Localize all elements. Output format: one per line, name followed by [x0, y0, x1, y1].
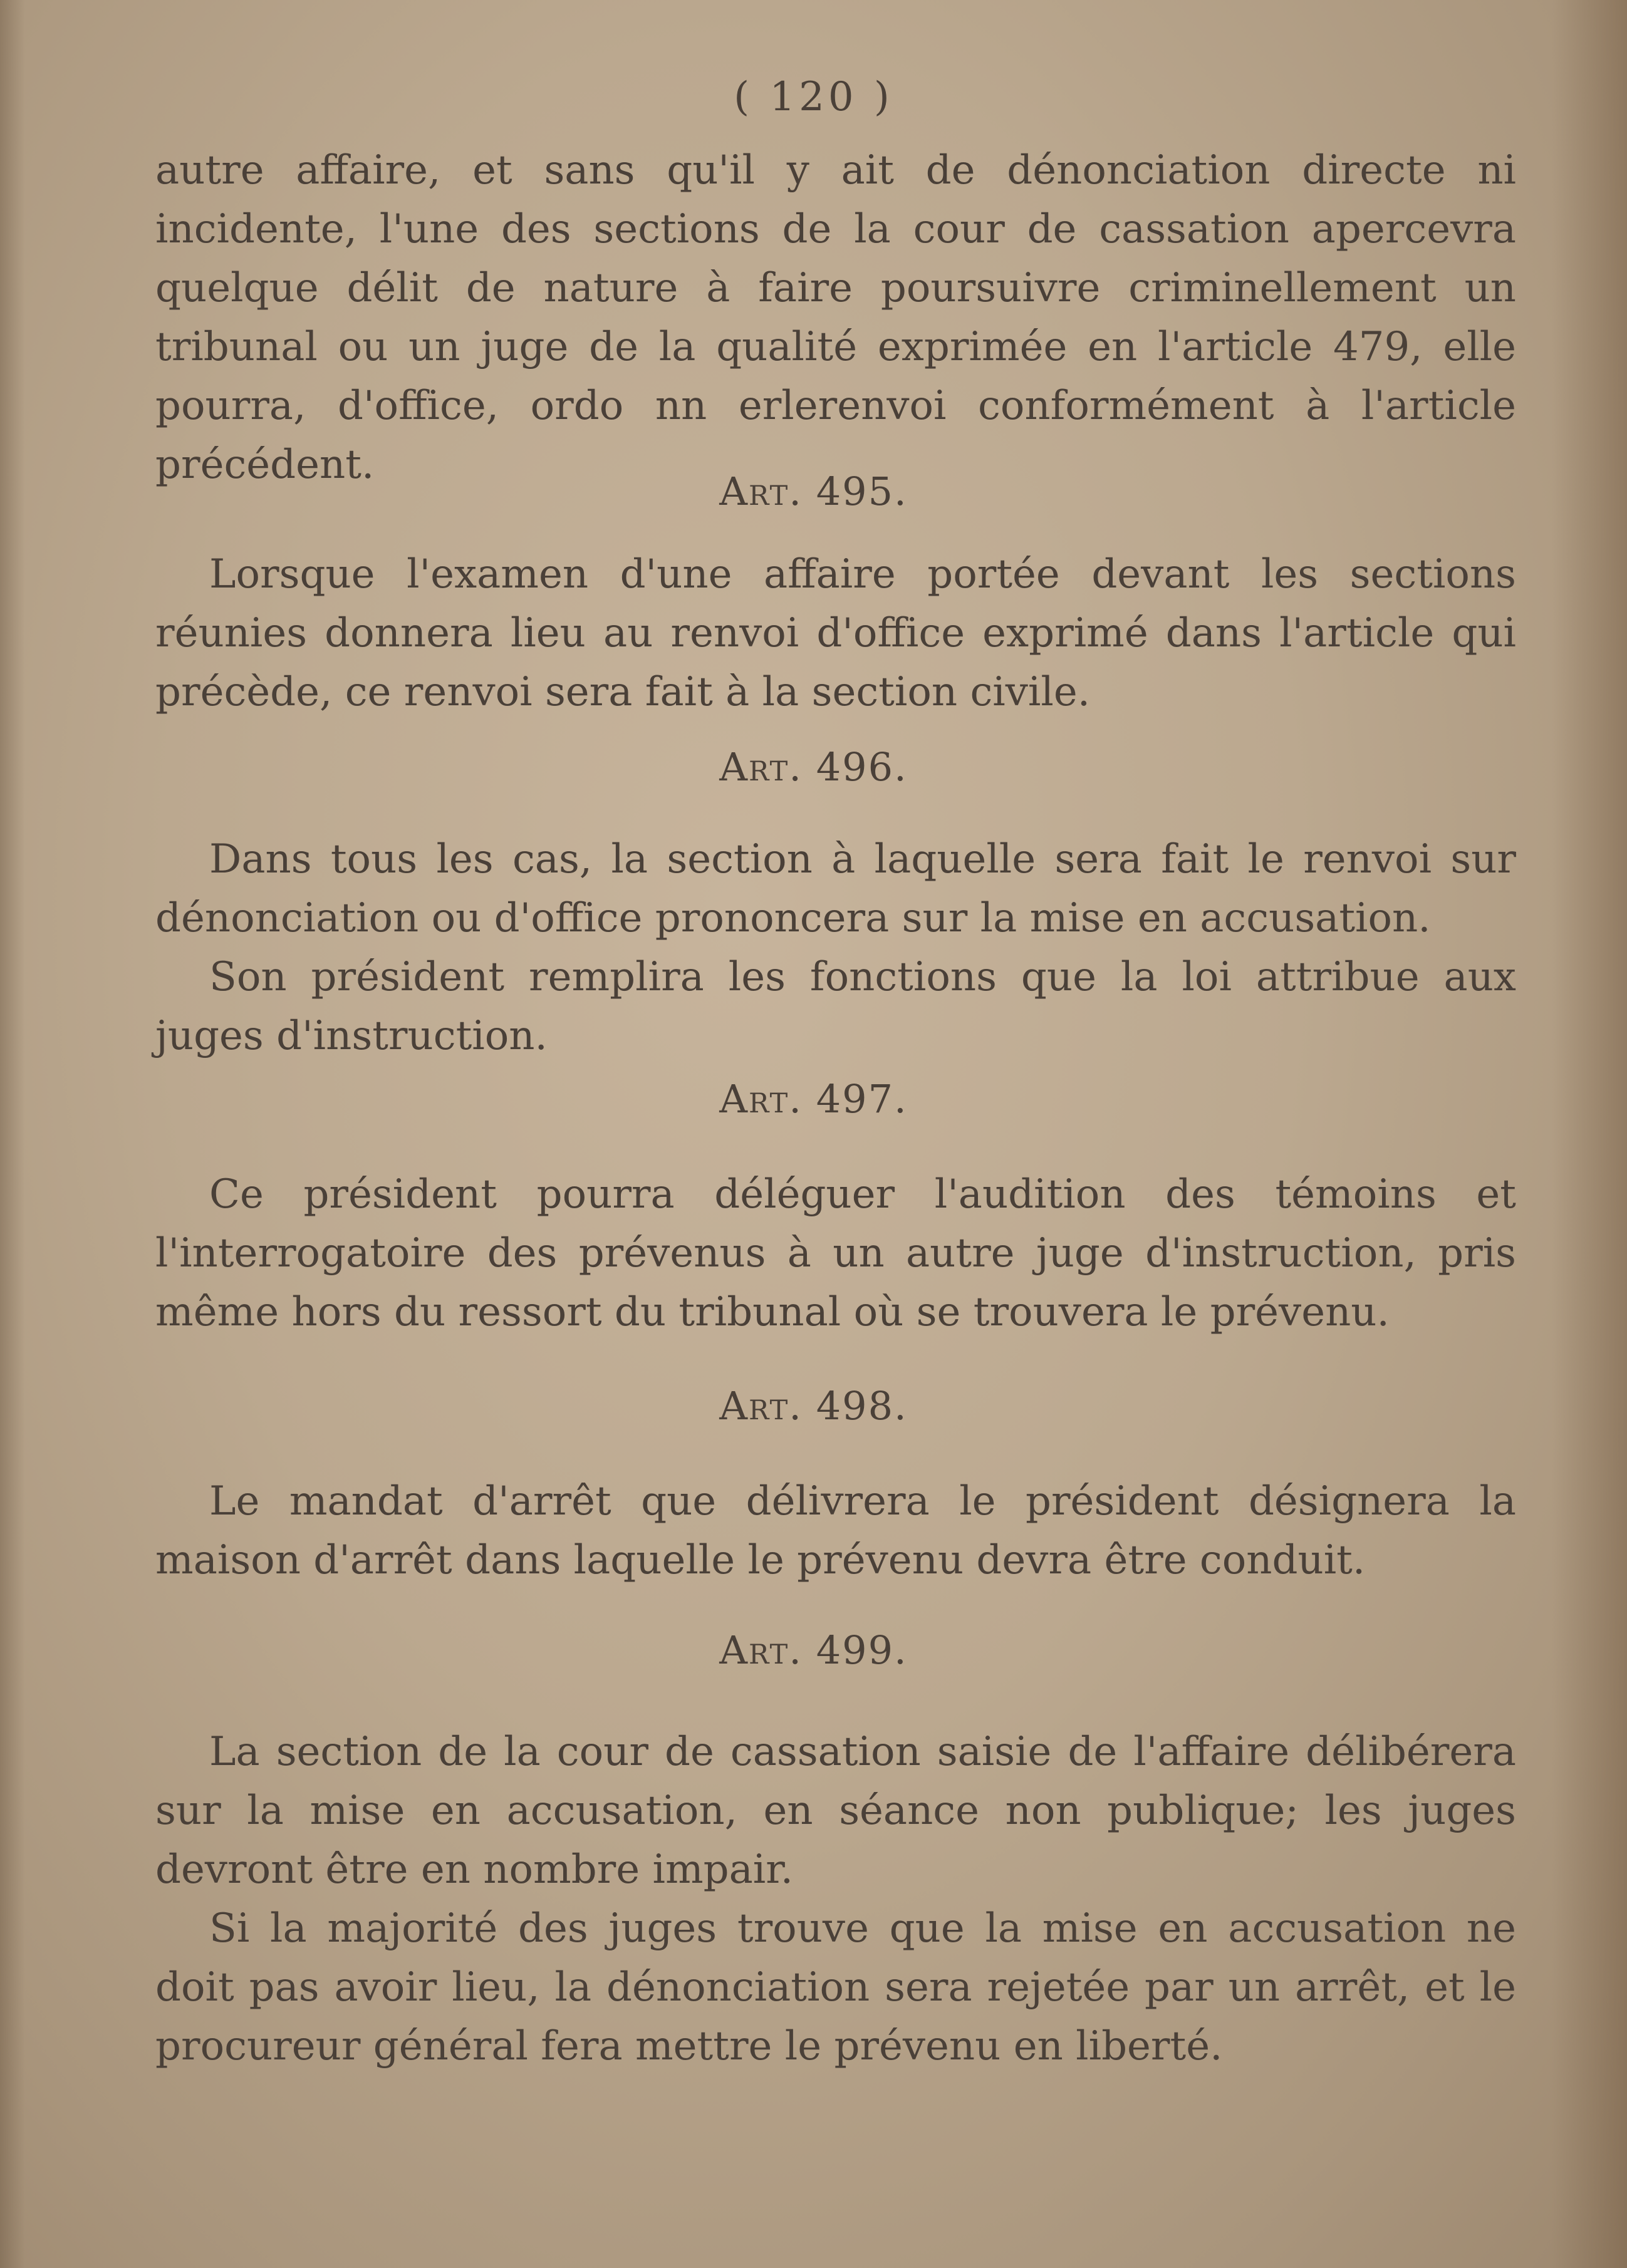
article-499-body — [155, 1722, 1516, 2076]
article-495-body — [155, 545, 1516, 722]
page-number: ( 120 ) — [734, 74, 893, 120]
article-496-body — [155, 830, 1516, 1065]
article-heading-label: Art. 499. — [719, 1627, 908, 1673]
article-497-body — [155, 1165, 1516, 1342]
article-heading-label: Art. 497. — [719, 1076, 908, 1122]
paragraph-text: Si la majorité des juges trouve que la mise en accusation ne doit pas avoir lieu, la dénonciation sera rejetée par un arrêt, et le procureur général fera mettre le prévenu en liberté. — [155, 1905, 1516, 2069]
article-heading-label: Art. 496. — [719, 744, 908, 790]
paragraph-text: Ce président pourra déléguer l'audition des témoins et l'interrogatoire des prévenus à un autre juge d'instruction, pris même hors du ressort du tribunal où se trouvera le prévenu. — [155, 1171, 1516, 1335]
article-heading-496 — [0, 744, 1627, 790]
paragraph-text: Son président remplira les fonctions que la loi attribue aux juges d'instruction. — [155, 954, 1516, 1059]
article-heading-495 — [0, 469, 1627, 514]
page-edge-shadow-right — [1552, 0, 1627, 2268]
continuation-paragraph — [155, 141, 1516, 494]
paragraph-text: autre affaire, et sans qu'il y ait de dénonciation directe ni incidente, l'une des sections de la cour de cassation apercevra quelque délit de nature à faire poursuivre criminellement un tribunal ou un juge de la qualité exprimée en l'article 479, elle pourra, d'office, ordo nn erlerenvoi conformément à l'article précédent. — [155, 147, 1516, 488]
page-edge-shadow-left — [0, 0, 25, 2268]
article-heading-label: Art. 498. — [719, 1383, 908, 1429]
paragraph-text: La section de la cour de cassation saisie de l'affaire délibérera sur la mise en accusation, en séance non publique; les juges devront être en nombre impair. — [155, 1729, 1516, 1893]
article-heading-label: Art. 495. — [719, 469, 908, 514]
paragraph-text: Dans tous les cas, la section à laquelle sera fait le renvoi sur dénonciation ou d'office prononcera sur la mise en accusation. — [155, 836, 1516, 941]
paragraph-text: Lorsque l'examen d'une affaire portée devant les sections réunies donnera lieu au renvoi d'office exprimé dans l'article qui précède, ce renvoi sera fait à la section civile. — [155, 551, 1516, 715]
article-498-body — [155, 1472, 1516, 1590]
paragraph-text: Le mandat d'arrêt que délivrera le président désignera la maison d'arrêt dans laquelle le prévenu devra être conduit. — [155, 1478, 1516, 1583]
article-heading-498 — [0, 1383, 1627, 1429]
article-heading-497 — [0, 1076, 1627, 1122]
article-heading-499 — [0, 1627, 1627, 1673]
